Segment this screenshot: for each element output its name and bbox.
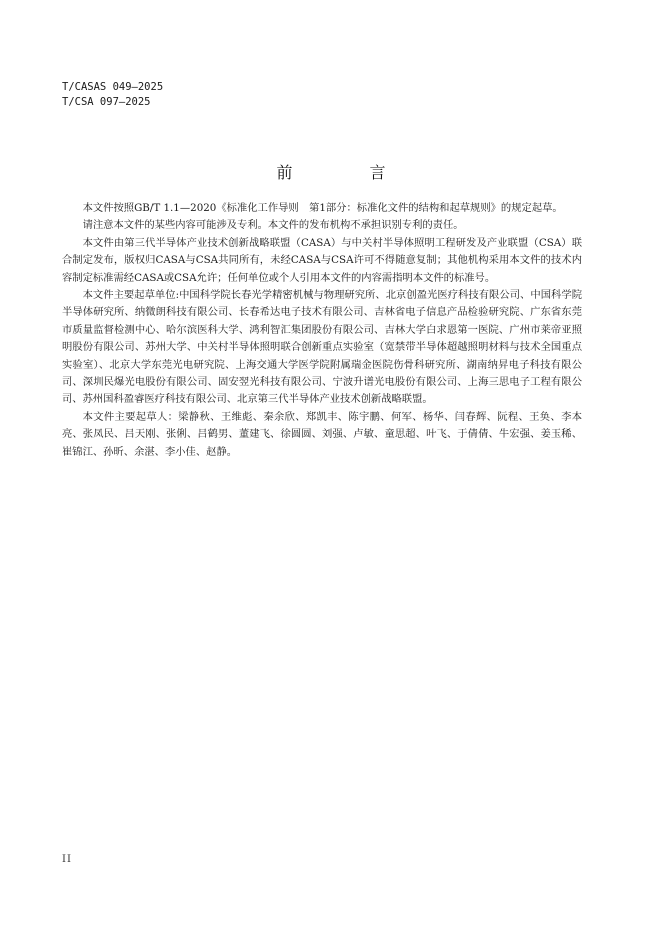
foreword-body bbox=[62, 200, 582, 461]
paragraph-drafting-rules: 本文件按照GB/T 1.1—2020《标准化工作导则 第1部分：标准化文件的结构和起草规则》的规定起草。 bbox=[82, 202, 563, 214]
standard-number-csa: T/CSA 097—2025 bbox=[62, 96, 151, 108]
paragraph-drafters: 本文件主要起草人：梁静秋、王维彪、秦余欣、郑凯丰、陈宇鹏、何军、杨华、闫春辉、阮程、王奂、李本亮、张凤民、吕天刚、张俐、吕鹤男、董建飞、徐圆圆、刘强、卢敏、童思超、叶飞、于倩倩、牛宏强、姜玉稀、崔锦江、孙昕、余湛、李小佳、赵静。 bbox=[62, 410, 582, 458]
page-number: II bbox=[62, 854, 72, 865]
paragraph-patent-notice: 请注意本文件的某些内容可能涉及专利。本文件的发布机构不承担识别专利的责任。 bbox=[82, 219, 464, 232]
page-title: 前 言 bbox=[276, 163, 422, 182]
standard-number-header bbox=[62, 80, 163, 110]
paragraph-drafting-organizations: 本文件主要起草单位:中国科学院长春光学精密机械与物理研究所、北京创盈光医疗科技有限公司、中国科学院半导体研究所、纳微朗科技有限公司、长春希达电子技术有限公司、吉林省电子信息产品检验研究院、广东省东莞市质量监督检测中心、哈尔滨医科大学、鸿利智汇集团股份有限公司、吉林大学白求恩第一医院、广州市莱帝亚照明股份有限公司、苏州大学、中关村半导体照明联合创新重点实验室（宽禁带半导体超越照明材料与技术全国重点实验室）、北京大学东莞光电研究院、上海交通大学医学院附属瑞金医院伤骨科研究所、湖南纳昇电子科技有限公司、深圳民爆光电股份有限公司、固安翌光科技有限公司、宁波升谱光电股份有限公司、上海三思电子工程有限公司、苏州国科盈睿医疗科技有限公司、北京第三代半导体产业技术创新战略联盟。 bbox=[62, 289, 582, 406]
paragraph-copyright: 本文件由第三代半导体产业技术创新战略联盟（CASA）与中关村半导体照明工程研发及产业联盟（CSA）联合制定发布，版权归CASA与CSA共同所有，未经CASA与CSA许可不得随意复制；其他机构采用本文件的技术内容制定标准需经CASA或CSA允许；任何单位或个人引用本文件的内容需指明本文件的标准号。 bbox=[62, 236, 582, 284]
standard-number-casas: T/CASAS 049—2025 bbox=[62, 81, 164, 93]
